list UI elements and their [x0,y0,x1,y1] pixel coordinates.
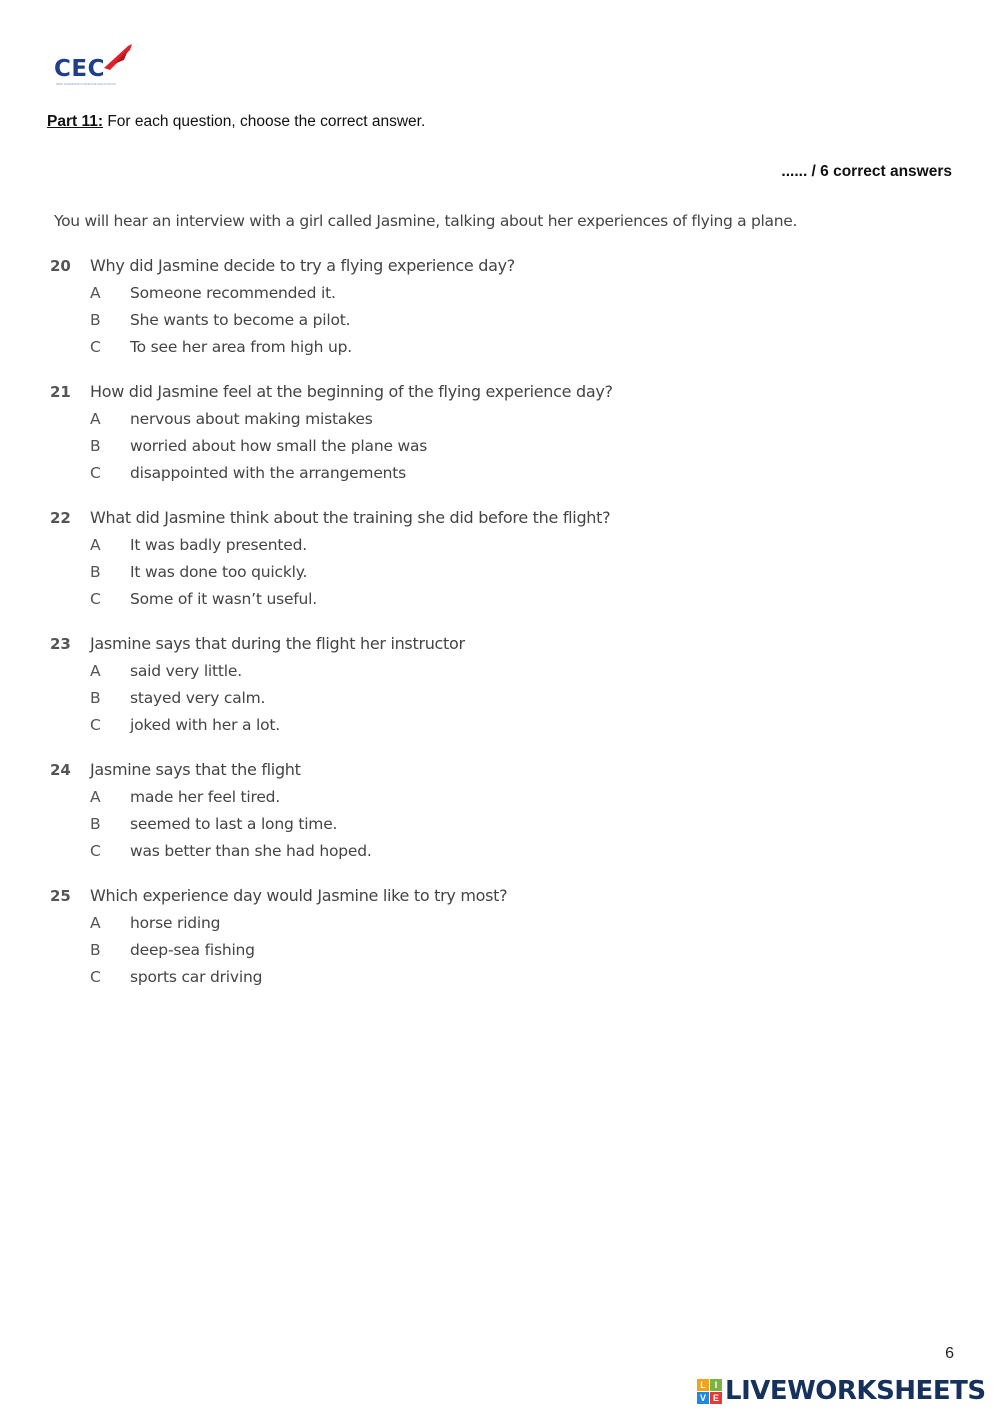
option-text: stayed very calm. [130,689,266,707]
option-text: It was done too quickly. [130,563,308,581]
liveworksheets-logo-icon [697,1379,722,1404]
question-number: 22 [50,509,71,527]
answer-option-c[interactable] [48,464,848,482]
option-letter: C [90,716,101,734]
option-text: She wants to become a pilot. [130,311,351,329]
option-letter: A [90,410,101,428]
option-letter: B [90,815,101,833]
answer-option-a[interactable] [48,914,848,932]
intro-text: You will hear an interview with a girl called Jasmine, talking about her experiences of flying a plane. [54,212,798,230]
question-25 [48,886,848,986]
option-letter: B [90,941,101,959]
question-text: Why did Jasmine decide to try a flying experience day? [90,256,515,275]
option-text: said very little. [130,662,242,680]
question-row [48,634,848,653]
part-instruction [47,113,425,131]
option-letter: B [90,563,101,581]
answer-option-c[interactable] [48,842,848,860]
brand-icon-tile: E [710,1392,722,1404]
question-row [48,886,848,905]
question-row [48,508,848,527]
instruction-text: For each question, choose the correct answer. [107,113,426,130]
question-number: 23 [50,635,71,653]
logo-text: CEC [54,56,105,82]
option-letter: C [90,968,101,986]
brand-icon-tile: V [697,1392,709,1404]
answer-option-c[interactable] [48,338,848,356]
option-text: sports car driving [130,968,263,986]
option-text: worried about how small the plane was [130,437,428,455]
question-number: 24 [50,761,71,779]
option-letter: B [90,689,101,707]
option-text: made her feel tired. [130,788,281,806]
question-20 [48,256,848,356]
answer-option-a[interactable] [48,284,848,302]
brand-text: LIVEWORKSHEETS [725,1376,986,1406]
liveworksheets-brand [697,1376,986,1406]
option-letter: B [90,311,101,329]
answer-option-b[interactable] [48,941,848,959]
question-text: Which experience day would Jasmine like to try most? [90,886,508,905]
option-text: nervous about making mistakes [130,410,373,428]
answer-option-a[interactable] [48,662,848,680]
option-text: To see her area from high up. [130,338,352,356]
answer-option-a[interactable] [48,536,848,554]
option-letter: B [90,437,101,455]
answer-option-a[interactable] [48,788,848,806]
answer-option-a[interactable] [48,410,848,428]
question-list [48,256,848,986]
question-text: How did Jasmine feel at the beginning of the flying experience day? [90,382,613,401]
question-text: Jasmine says that the flight [90,760,301,779]
answer-option-b[interactable] [48,689,848,707]
option-letter: A [90,914,101,932]
option-letter: A [90,536,101,554]
question-number: 25 [50,887,71,905]
question-22 [48,508,848,608]
answer-option-c[interactable] [48,716,848,734]
option-text: was better than she had hoped. [130,842,372,860]
option-text: disappointed with the arrangements [130,464,407,482]
logo-subtitle: NEW HORIZONS IN ENGLISH EDUCATION [56,82,116,86]
option-letter: C [90,842,101,860]
part-label: Part 11: [47,113,104,130]
option-text: horse riding [130,914,221,932]
page-number: 6 [945,1345,954,1362]
question-text: What did Jasmine think about the training she did before the flight? [90,508,611,527]
question-21 [48,382,848,482]
question-24 [48,760,848,860]
option-text: Some of it wasn’t useful. [130,590,318,608]
answer-option-c[interactable] [48,590,848,608]
option-text: Someone recommended it. [130,284,336,302]
option-letter: A [90,788,101,806]
question-23 [48,634,848,734]
option-letter: A [90,662,101,680]
option-letter: A [90,284,101,302]
question-row [48,760,848,779]
brand-icon-tile: I [710,1379,722,1391]
question-row [48,256,848,275]
answer-option-b[interactable] [48,437,848,455]
question-row [48,382,848,401]
answer-option-c[interactable] [48,968,848,986]
option-text: deep-sea fishing [130,941,255,959]
score-counter: ...... / 6 correct answers [781,163,952,180]
answer-option-b[interactable] [48,815,848,833]
answer-option-b[interactable] [48,563,848,581]
option-letter: C [90,464,101,482]
option-letter: C [90,590,101,608]
option-text: seemed to last a long time. [130,815,338,833]
answer-option-b[interactable] [48,311,848,329]
cec-logo [54,42,144,88]
option-text: It was badly presented. [130,536,307,554]
option-letter: C [90,338,101,356]
question-number: 20 [50,257,71,275]
brand-icon-tile: L [697,1379,709,1391]
question-number: 21 [50,383,71,401]
question-sheet [48,200,848,986]
question-text: Jasmine says that during the flight her instructor [90,634,465,653]
option-text: joked with her a lot. [130,716,281,734]
